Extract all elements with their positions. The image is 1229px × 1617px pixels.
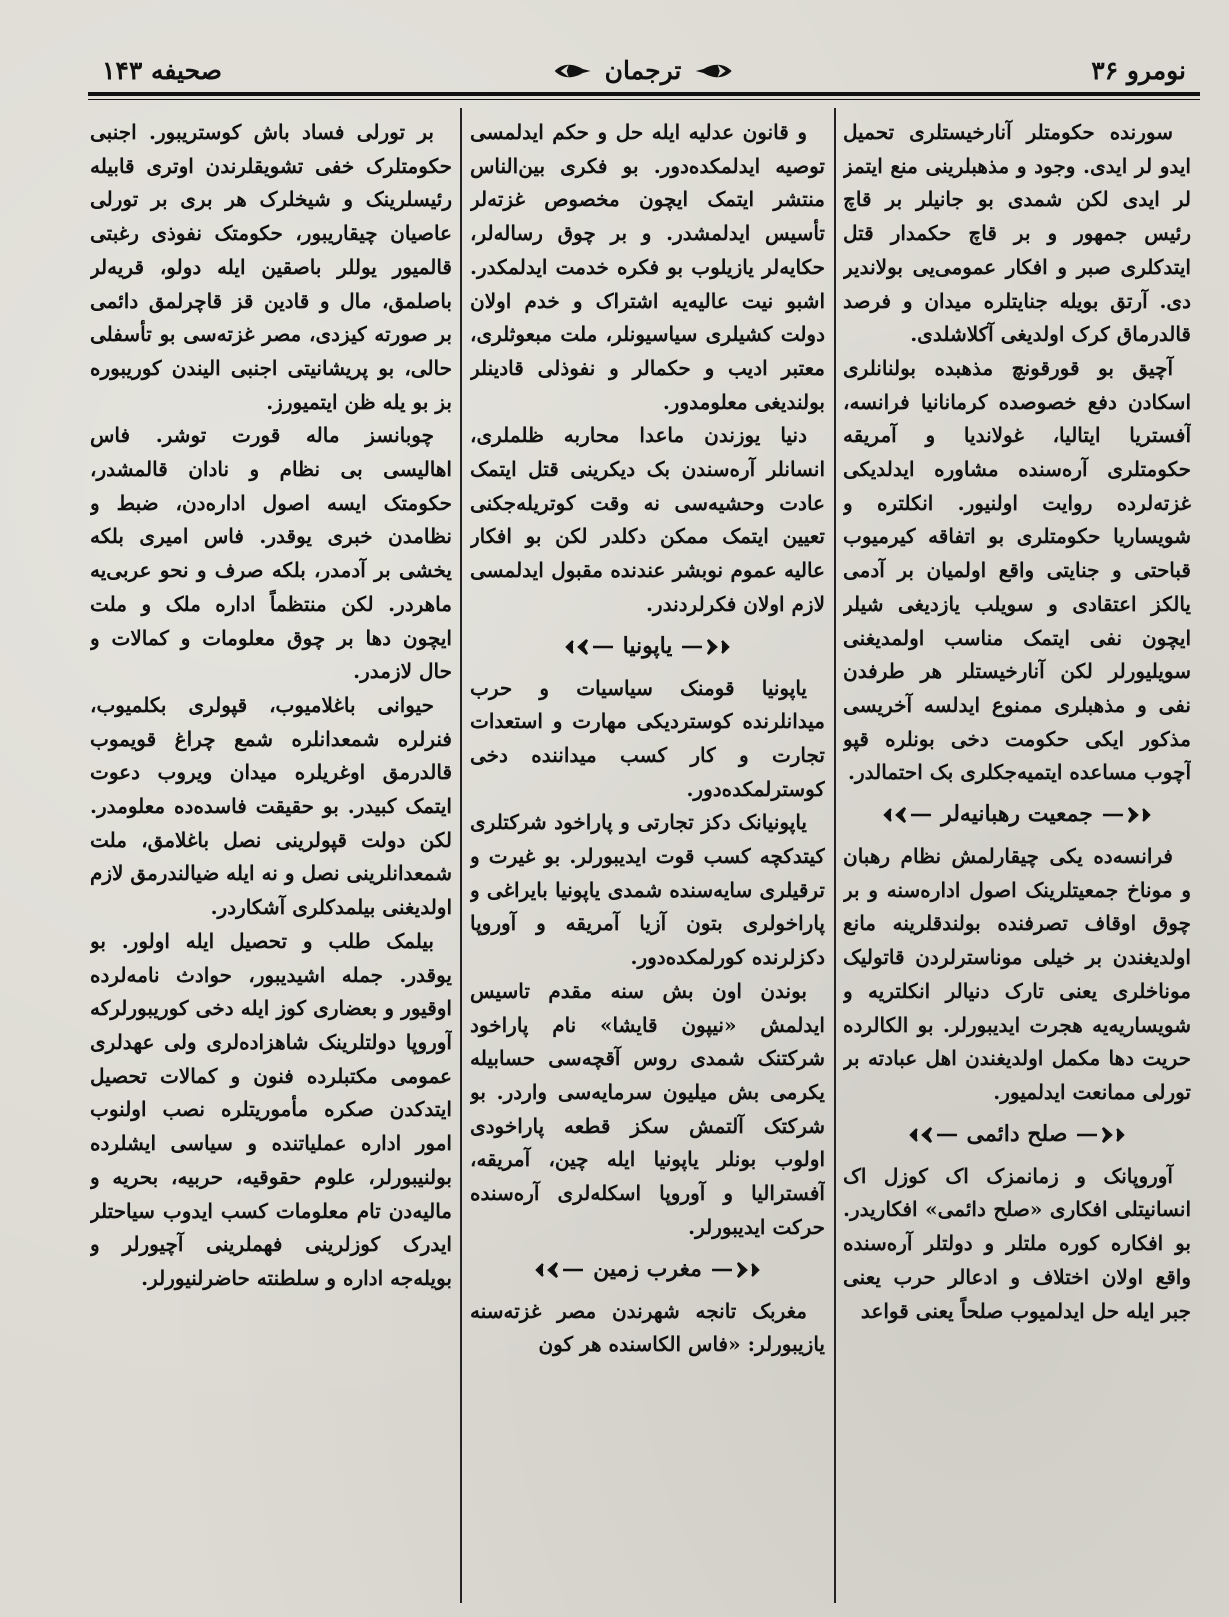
- ornament-icon: [905, 1126, 957, 1144]
- ornament-left-icon: [553, 61, 593, 81]
- ornament-icon: [682, 638, 734, 656]
- issue-number: نومرو ۳۶: [1091, 56, 1186, 85]
- header-rule-thick: [88, 92, 1200, 96]
- section-title: جمعیت رهبانیه‌لر: [941, 801, 1093, 828]
- paragraph: آچیق بو قورقونچ مذهبده بولنانلری اسکادن دفع خصوصده کرمانانیا فرانسه، آفستریا ایتالیا، غولاندیا و آمریقه حکومتلری آره‌سنده مشاوره ایدلدیکی غزته‌لرده روایت اولنیور. انکلتره و شویساریا حکومتلری بو اتفاقه کیرمیوب قباحتی و جنایتی واقع اولمیان بر آدمی یالکز اعتقادی و سویلب یازدیغی شیلر ایچون نفی ایتمک مناسب اولمدیغنی سویلیورلر لکن آنارخیستلر هر طرفدن نفی و مذهبلری ممنوع ایدلسه آخریسی مذکور ایکی حکومت دخی بونلره قپو آچوب مساعده ایتمیه‌جکلری بک احتمالدر.: [843, 355, 1191, 785]
- ornament-icon: [1077, 1126, 1129, 1144]
- paragraph: بیلمک طلب و تحصیل ایله اولور. بو یوقدر. جمله اشیدیبور، حوادث نامه‌لرده اوقیور و بعضاری کوز ایله دخی کوریبورلرکه آوروپا دولتلرینک شاهزاده‌لری ولی عهدلری عمومی مکتبلرده فنون و کمالات تحصیل ایتدکدن صکره مأموریتلره نصب اولنوب امور اداره عملیاتنده و سیاسی ایشلرده بولنیبورلر، علوم حقوقیه، حربیه، بحریه و مالیه‌دن تام معلومات کسب ایدوب سیاحتلر ایدرک کوزلرینی فهملرینی آچیورلر و بویله‌جه اداره و سلطنته حاضرلنیورلر.: [90, 928, 452, 1290]
- page-header: [88, 52, 1198, 92]
- ornament-right-icon: [693, 61, 733, 81]
- paragraph: بوندن اون بش سنه مقدم تاسیس ایدلمش «نیپون قایشا» نام پاراخود شرکتنک شمدی روس آقچه‌سی حسابیله یکرمی بش میلیون سرمایه‌سی واردر. بو شرکتک آلتمش سکز قطعه پاراخودی اولوب بونلر یاپونیا ایله چین، آمریقه، آفستراليا و آوروپا اسکله‌لری آره‌سنده حرکت ایدیبورلر.: [470, 978, 825, 1239]
- ornament-icon: [879, 806, 931, 824]
- paragraph: و قانون عدلیه ایله حل و حکم ایدلمسی توصیه ایدلمکده‌دور. بو فکری بین‌الناس منتشر ایتمک ایچون مخصوص غزته‌لر تأسیس ایدلمشدر. و بر چوق رساله‌لر، حکایه‌لر یازیلوب بو فکره خدمت ایدلمکدر. اشبو نیت عالیه‌یه اشتراک و خدم اولان دولت کشیلری سیاسیونلر، ملت مبعوثلری، معتبر ادیب و حکمالر و نفوذلی قادینلر بولندیغی معلومدور.: [470, 120, 825, 414]
- ornament-icon: [531, 1261, 583, 1279]
- section-title: مغرب زمین: [593, 1255, 702, 1282]
- section-heading: [470, 1245, 825, 1295]
- header-rule-thin: [88, 99, 1200, 100]
- paragraph: یاپونیا قومنک سیاسیات و حرب میدانلرنده کوستردیکی مهارت و استعدات تجارت و کار کسب میداننده دخی کوسترلمکده‌دور.: [470, 675, 825, 801]
- masthead-title: ترجمان: [604, 56, 682, 85]
- section-heading: [843, 790, 1191, 840]
- paragraph: سورنده حکومتلر آنارخیستلری تحمیل ایدو لر ایدی. وجود و مذهبلرینی منع ایتمز لر ایدی لکن شمدی بو جانیلر بر قاچ رئیس جمهور و بر قاچ حکمدار قتل ایتدکلری صبر و افکار عمومی‌یی بولاندیر دی. آرتق بویله جنایتلره میدان و فرصد قالدرماق کرک اولدیغی آکلاشلدی.: [843, 120, 1191, 347]
- ornament-icon: [712, 1261, 764, 1279]
- paragraph: مغربک تانجه شهرندن مصر غزته‌سنه یازیبورلر: «فاس الکاسنده هر کون: [470, 1298, 825, 1357]
- masthead: [553, 56, 734, 85]
- ornament-icon: [561, 638, 613, 656]
- paragraph: چوبانسز ماله قورت توشر. فاس اهالیسی بی نظام و نادان قالمشدر، حکومتک ایسه اصول اداره‌دن، ضبط و نظامدن خبری یوقدر. فاس امیری بلکه یخشی بر آدمدر، بلکه صرف و نحو عربی‌یه ماهردر. لکن منتظماً اداره ملک و ملت ایچون دها بر چوق معلومات و کمالات و حال لازمدر.: [90, 423, 452, 684]
- paragraph: فرانسه‌ده یکی چیقارلمش نظام رهبان و موناخ جمعیتلرینک اصول اداره‌سنه و بر چوق اوقاف تصرفنده بولندقلرینه مانع اولدیغندن بر خیلی موناسترلردن قاتولیک موناخلری یعنی تارک دنیالر انکلتریه و شویساریه‌یه هجرت ایدیبورلر. بو الکالرده حریت دها مکمل اولدیغندن اهل عبادته بر تورلی ممانعت ایدلمیور.: [843, 844, 1191, 1104]
- section-title: صلح دائمی: [966, 1120, 1068, 1147]
- page-number: صحيفه ۱۴۳: [102, 56, 222, 85]
- paragraph: دنیا یوزندن ماعدا محاربه ظلملری، انسانلر آره‌سندن بک دیکرینی قتل ایتمک عادت وحشیه‌سی نه وقت کوتریله‌جکنی تعیین ایتمک ممکن دکلدر لکن بو افکار عالیه عموم نوبشر عندنده مقبول ایدلمسی لازم اولان فکرلردندر.: [470, 423, 825, 616]
- paragraph: آوروپانک و زمانمزک اک کوزل اک انسانیتلی افکاری «صلح دائمی» افکاریدر. بو افکاره کوره ملتلر و دولتلر آره‌سنده واقع اولان اختلاف و ادعالر حرب یعنی جبر ایله حل ایدلمیوب صلحاً یعنی قواعد: [843, 1163, 1191, 1323]
- ornament-icon: [1103, 806, 1155, 824]
- section-heading: [843, 1110, 1191, 1160]
- paragraph: یاپونیانک دکز تجارتی و پاراخود شرکتلری کیتدکچه کسب قوت ایدیبورلر. بو غیرت و ترقیلری سایه‌سنده شمدی یاپونیا بایراغی و پاراخولری بتون آزیا آمریقه و آوروپا دکزلرنده کورلمکده‌دور.: [470, 810, 825, 970]
- column-divider: [460, 108, 462, 1603]
- paragraph: حیوانی باغلامیوب، قپولری بکلمیوب، فنرلره شمعدانلره شمع چراغ قویموب قالدرمق اوغریلره میدان ویروب دعوت ایتمک کبیدر. بو حقیقت فاسده‌ده معلومدر. لکن دولت قپولرینی نصل باغلامق، ملت شمعدانلرینی نصل و نه ایله ضیالندرمق لازم اولدیغنی بیلمدکلری آشکاردر.: [90, 692, 452, 920]
- column-left: [90, 116, 452, 1596]
- column-middle: [470, 116, 825, 1596]
- paragraph: بر تورلی فساد باش کوستریبور. اجنبی حکومتلرک خفی تشویقلرندن اوتری قابیله رئیسلرینک و شیخلرک هر بری بر تورلی عاصیان چیقاریبور، حکومتک نفوذی رغبتی قالمیور یوللر باصقین ایله دولو، قریه‌لر باصلمق، مال و قادین قز قاچرلمق دائمی بر صورته کیزدی، مصر غزته‌سی بو تأسفلی حالی، بو پریشانیتی اجنبی الیندن کوریبوره بز بو یله ظن ایتمیورز.: [90, 120, 452, 414]
- section-heading: [470, 622, 825, 672]
- section-title: یاپونیا: [622, 632, 673, 659]
- column-divider: [834, 108, 836, 1603]
- column-right: [843, 116, 1191, 1596]
